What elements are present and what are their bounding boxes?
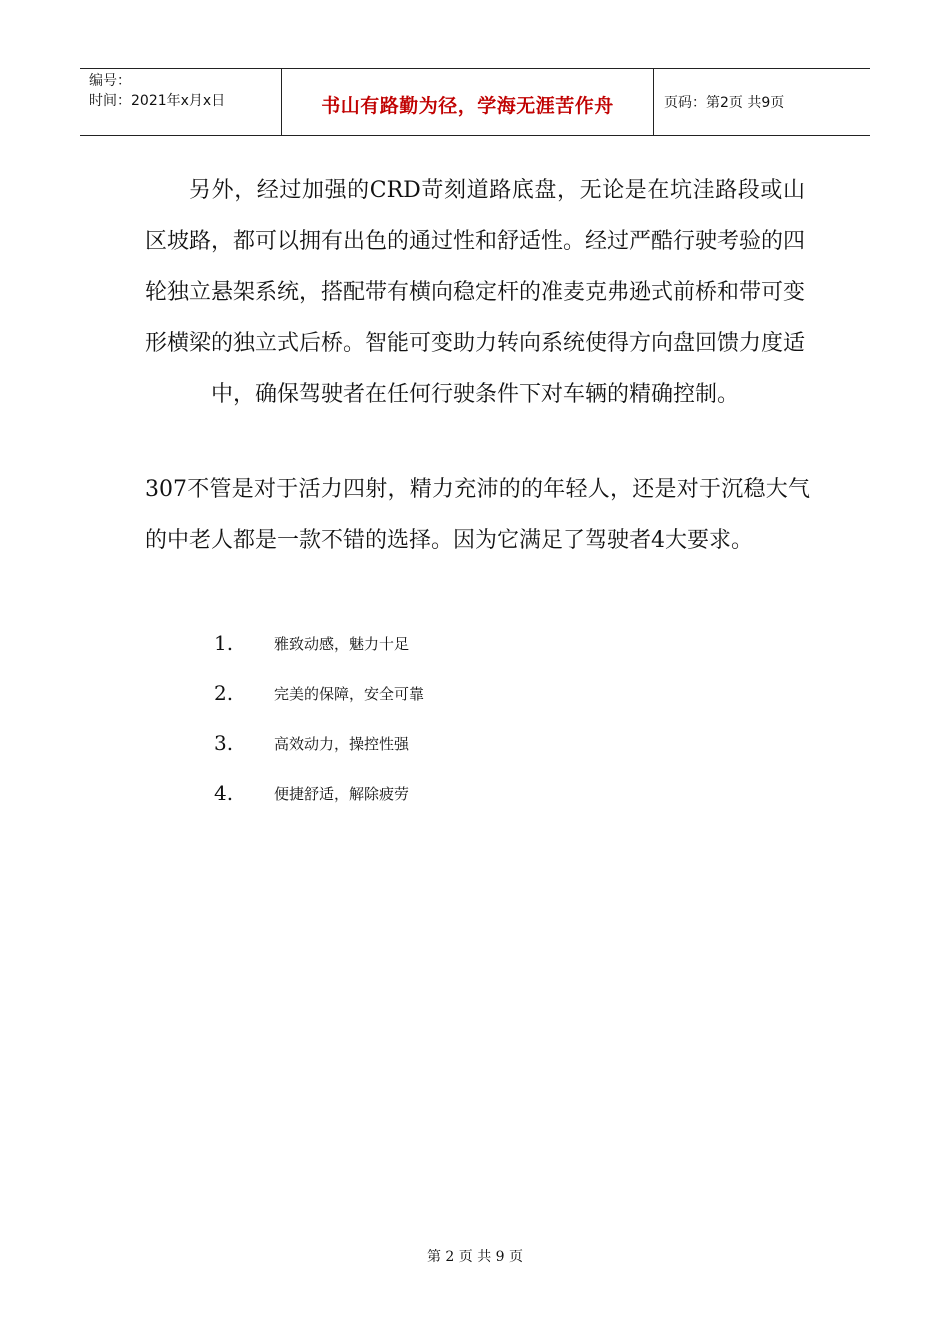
document-number-label: 编号： xyxy=(89,73,131,89)
list-item-text: 雅致动感，魅力十足 xyxy=(274,634,410,653)
header-motto: 书山有路勤为径，学海无涯苦作舟 xyxy=(321,94,614,117)
header-motto-cell xyxy=(282,69,654,135)
page-header xyxy=(80,68,870,136)
requirements-list xyxy=(214,618,424,818)
list-item-number: 4. xyxy=(214,781,234,805)
list-item-text: 便捷舒适，解除疲劳 xyxy=(274,784,410,803)
list-item xyxy=(214,768,424,818)
list-item-number: 3. xyxy=(214,731,234,755)
body-paragraph-summary: 307不管是对于活力四射，精力充沛的的年轻人，还是对于沉稳大气的中老人都是一款不错的选择。因为它满足了驾驶者4大要求。 xyxy=(145,477,810,553)
list-item-text: 完美的保障，安全可靠 xyxy=(274,684,425,703)
document-time-label: 时间：2021年x月x日 xyxy=(89,93,226,109)
header-meta xyxy=(80,69,282,135)
list-item-text: 高效动力，操控性强 xyxy=(274,734,410,753)
list-item-number: 2. xyxy=(214,681,234,705)
list-item xyxy=(214,668,424,718)
body-paragraph-chassis: 另外，经过加强的CRD苛刻道路底盘，无论是在坑洼路段或山区坡路，都可以拥有出色的通过性和舒适性。经过严酷行驶考验的四轮独立悬架系统，搭配带有横向稳定杆的准麦克弗逊式前桥和带可变形横梁的独立式后桥。智能可变助力转向系统使得方向盘回馈力度适中，确保驾驶者在任何行驶条件下对车辆的精确控制。 xyxy=(145,178,806,407)
list-item xyxy=(214,618,424,668)
list-item-number: 1. xyxy=(214,631,234,655)
header-page-info: 页码：第2页 共9页 xyxy=(664,95,785,111)
page-footer: 第 2 页 共 9 页 xyxy=(426,1249,524,1265)
list-item xyxy=(214,718,424,768)
